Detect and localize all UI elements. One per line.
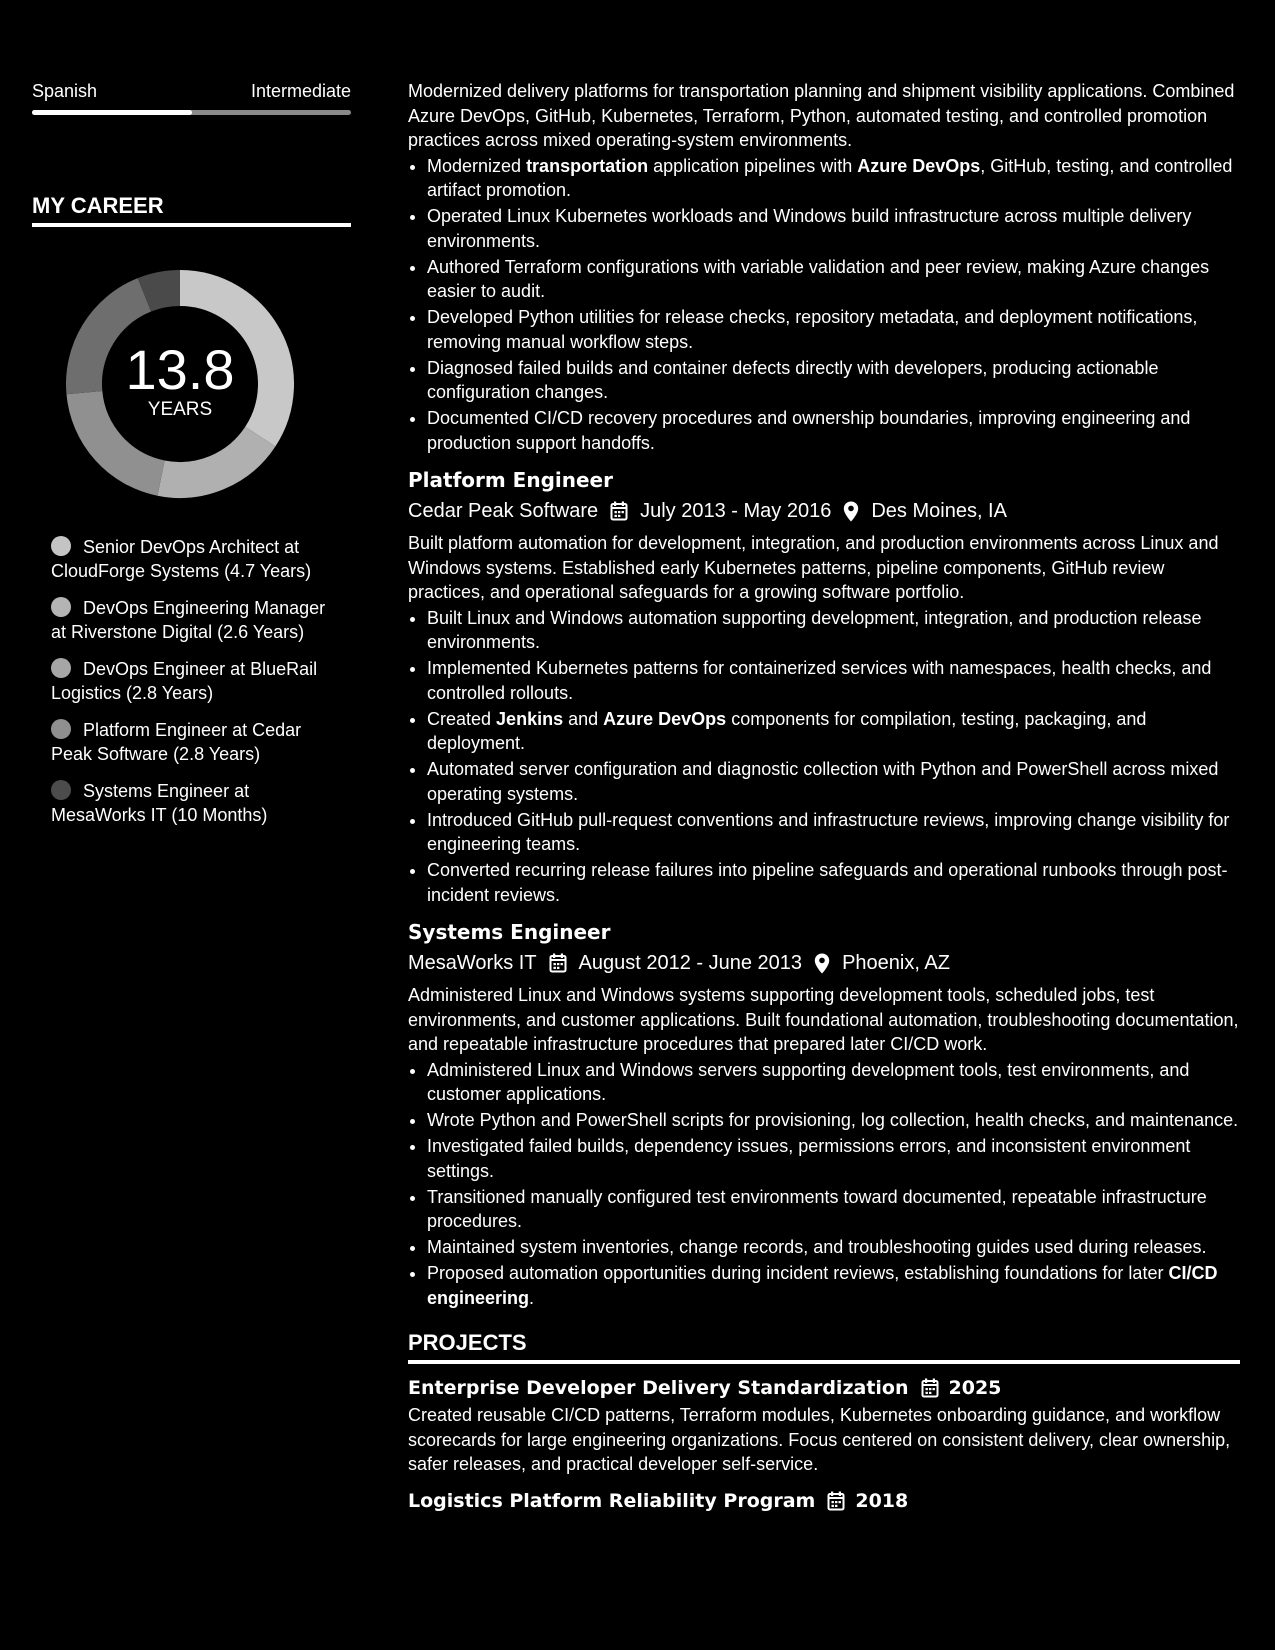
- project-title: Logistics Platform Reliability Program: [408, 1489, 816, 1512]
- calendar-icon: [610, 501, 628, 521]
- job-bullet: • Built Linux and Windows automation supporting development, integration, and production release environments.: [427, 606, 1240, 655]
- project-year: 2025: [948, 1377, 1002, 1399]
- job-title: Systems Engineer: [408, 920, 611, 944]
- career-legend-label: DevOps Engineer at BlueRail Logistics (2.8 Years): [51, 659, 318, 703]
- job-dates: July 2013 - May 2016: [640, 500, 832, 522]
- intro-bullet: • Developed Python utilities for release checks, repository metadata, and deployment notifications, removing manual workflow steps.: [427, 305, 1240, 354]
- map-pin-icon: [843, 501, 859, 522]
- job-location: Des Moines, IA: [871, 500, 1007, 522]
- job-bullet: • Automated server configuration and diagnostic collection with Python and PowerShell across mixed operating systems.: [427, 757, 1240, 806]
- career-total-value: 13.8: [125, 338, 235, 401]
- job-title: Platform Engineer: [408, 468, 613, 492]
- job-bullet: • Transitioned manually configured test environments toward documented, repeatable infrastructure procedures.: [427, 1185, 1240, 1234]
- career-legend-item: [51, 657, 341, 705]
- job-entry: [408, 920, 1240, 1310]
- career-legend-item: [51, 779, 341, 827]
- job-summary: Built platform automation for development, integration, and production environments across Linux and Windows systems. Established early Kubernetes patterns, pipeline components, GitHub review practices, and operational safeguards for a growing software portfolio.: [408, 533, 1219, 602]
- job-meta: [408, 498, 1240, 524]
- career-total-unit: YEARS: [147, 399, 213, 420]
- job-bullet: • Converted recurring release failures into pipeline safeguards and operational runbooks through post-incident reviews.: [427, 858, 1240, 907]
- career-legend-label: Platform Engineer at Cedar Peak Software (2.8 Years): [51, 720, 302, 764]
- job-bullet: • Administered Linux and Windows servers supporting development tools, test environments, and customer applications.: [427, 1058, 1240, 1107]
- job-bullet: • Introduced GitHub pull-request conventions and infrastructure reviews, improving change visibility for engineering teams.: [427, 808, 1240, 857]
- job-summary: Administered Linux and Windows systems supporting development tools, scheduled jobs, test environments, and customer applications. Built foundational automation, troubleshooting documentation, and repeatable infrastructure procedures that prepared later CI/CD work.: [408, 985, 1239, 1054]
- job-dates: August 2012 - June 2013: [578, 952, 803, 974]
- intro-summary: Modernized delivery platforms for transportation planning and shipment visibility applications. Combined Azure DevOps, GitHub, Kubernetes, Terraform, Python, automated testing, and controlled promotion practices across mixed operating-system environments.: [408, 81, 1235, 150]
- job-company: Cedar Peak Software: [408, 500, 599, 522]
- project-description: Created reusable CI/CD patterns, Terraform modules, Kubernetes onboarding guidance, and workflow scorecards for large engineering organizations. Focus centered on consistent delivery, clear ownership, safer releases, and practical developer self-service.: [408, 1405, 1231, 1474]
- legend-dot: [51, 658, 71, 678]
- career-legend-label: Senior DevOps Architect at CloudForge Systems (4.7 Years): [51, 537, 312, 581]
- job-company: MesaWorks IT: [408, 952, 537, 974]
- experience-list: [408, 468, 1240, 1310]
- language-proficiency-bar: [32, 110, 351, 115]
- job-bullet: • Proposed automation opportunities during incident reviews, establishing foundations for later CI/CD engineering.: [427, 1261, 1240, 1310]
- legend-dot: [51, 597, 71, 617]
- job-bullet: • Created Jenkins and Azure DevOps components for compilation, testing, packaging, and deployment.: [427, 707, 1240, 756]
- project-list: [408, 1376, 1240, 1513]
- language-name: Spanish: [32, 81, 98, 101]
- language-row: [32, 80, 351, 102]
- intro-bullet: • Diagnosed failed builds and container defects directly with developers, producing actionable configuration changes.: [427, 356, 1240, 405]
- language-level: Intermediate: [250, 81, 351, 101]
- map-pin-icon: [814, 953, 830, 974]
- career-donut-chart: [65, 269, 295, 499]
- legend-dot: [51, 536, 71, 556]
- language-proficiency-fill: [32, 110, 192, 115]
- job-location: Phoenix, AZ: [842, 952, 950, 974]
- intro-bullet: • Operated Linux Kubernetes workloads and Windows build infrastructure across multiple delivery environments.: [427, 204, 1240, 253]
- job-bullet-list: [408, 606, 1240, 908]
- projects-heading: PROJECTS: [408, 1330, 527, 1355]
- sidebar: [32, 80, 351, 840]
- job-meta: [408, 950, 1240, 976]
- project-year: 2018: [855, 1489, 909, 1512]
- career-legend-item: [51, 596, 341, 644]
- intro-bullet: • Documented CI/CD recovery procedures and ownership boundaries, improving engineering and production support handoffs.: [427, 406, 1240, 455]
- career-legend-item: [51, 718, 341, 766]
- project-title-row: [408, 1376, 1240, 1400]
- calendar-icon: [549, 953, 567, 973]
- job-bullet: • Wrote Python and PowerShell scripts for provisioning, log collection, health checks, and maintenance.: [427, 1108, 1240, 1133]
- project-title-row: [408, 1489, 1240, 1513]
- calendar-icon: [827, 1491, 845, 1511]
- main-content: [408, 79, 1240, 1516]
- career-heading-rule: [32, 223, 351, 227]
- job-bullet-list: [408, 1058, 1240, 1311]
- intro-bullet: • Authored Terraform configurations with variable validation and peer review, making Azure changes easier to audit.: [427, 255, 1240, 304]
- donut-center: [65, 269, 295, 499]
- career-legend-label: DevOps Engineering Manager at Riverstone Digital (2.6 Years): [51, 598, 326, 642]
- job-entry: [408, 468, 1240, 907]
- job-bullet: • Maintained system inventories, change records, and troubleshooting guides used during releases.: [427, 1235, 1240, 1260]
- job-bullet: • Implemented Kubernetes patterns for containerized services with namespaces, health checks, and controlled rollouts.: [427, 656, 1240, 705]
- intro-bullet-list: [408, 154, 1240, 456]
- career-legend: [51, 535, 341, 827]
- projects-heading-rule: [408, 1360, 1240, 1364]
- intro-bullet: • Modernized transportation application pipelines with Azure DevOps, GitHub, testing, and controlled artifact promotion.: [427, 154, 1240, 203]
- career-heading: MY CAREER: [32, 193, 164, 218]
- job-bullet: • Investigated failed builds, dependency issues, permissions errors, and inconsistent environment settings.: [427, 1134, 1240, 1183]
- project-title: Enterprise Developer Delivery Standardization: [408, 1377, 909, 1399]
- career-legend-item: [51, 535, 341, 583]
- career-legend-label: Systems Engineer at MesaWorks IT (10 Months): [51, 781, 268, 825]
- calendar-icon: [921, 1378, 939, 1398]
- legend-dot: [51, 780, 71, 800]
- legend-dot: [51, 719, 71, 739]
